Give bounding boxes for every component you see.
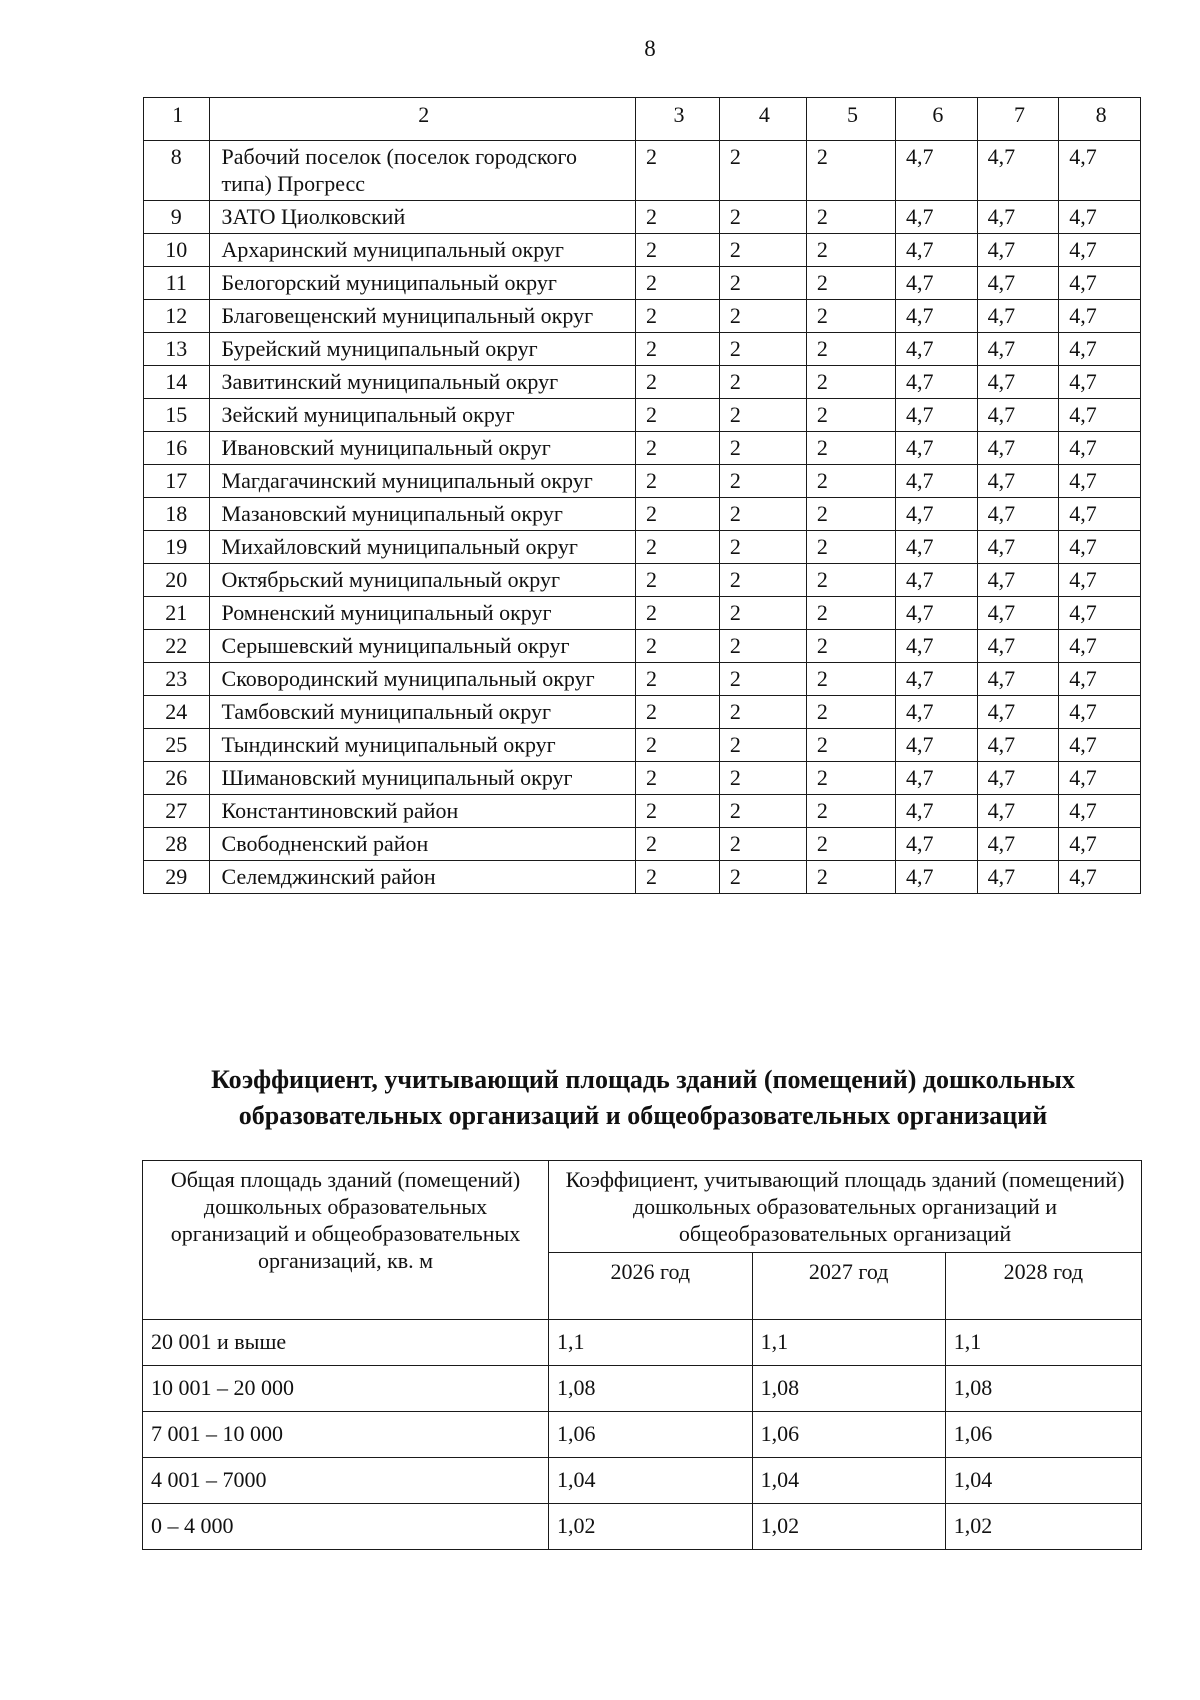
value-cell: 4,7 <box>1059 564 1141 597</box>
value-cell: 2 <box>636 663 720 696</box>
value-cell: 2 <box>719 861 806 894</box>
value-cell: 4,7 <box>896 201 978 234</box>
value-cell: 2 <box>806 564 895 597</box>
value-cell: 2 <box>636 531 720 564</box>
value-cell: 2 <box>719 300 806 333</box>
value-cell: 2 <box>719 465 806 498</box>
value-cell: 4,7 <box>896 828 978 861</box>
value-cell: 2 <box>806 234 895 267</box>
table-row <box>143 1320 1142 1366</box>
municipality-name: Бурейский муниципальный округ <box>209 333 636 366</box>
value-cell: 4,7 <box>977 663 1059 696</box>
value-cell: 4,7 <box>977 795 1059 828</box>
value-cell: 4,7 <box>1059 762 1141 795</box>
area-column-header: Общая площадь зданий (помещений) дошкольных образовательных организаций и общеобразовательных организаций, кв. м <box>143 1161 549 1320</box>
row-number: 12 <box>144 300 210 333</box>
municipality-name: Селемджинский район <box>209 861 636 894</box>
value-cell: 2 <box>806 861 895 894</box>
row-number: 20 <box>144 564 210 597</box>
area-range: 0 – 4 000 <box>143 1504 549 1550</box>
value-cell: 2 <box>806 333 895 366</box>
value-cell: 2 <box>636 795 720 828</box>
value-cell: 4,7 <box>1059 696 1141 729</box>
value-cell: 2 <box>719 696 806 729</box>
municipality-name: Серышевский муниципальный округ <box>209 630 636 663</box>
table-row <box>143 1366 1142 1412</box>
value-cell: 2 <box>719 531 806 564</box>
value-cell: 4,7 <box>977 828 1059 861</box>
value-cell: 4,7 <box>896 762 978 795</box>
header-cell: 1 <box>144 98 210 141</box>
coefficient-value: 1,04 <box>752 1458 945 1504</box>
value-cell: 4,7 <box>1059 141 1141 201</box>
value-cell: 4,7 <box>1059 366 1141 399</box>
value-cell: 2 <box>636 201 720 234</box>
value-cell: 4,7 <box>896 300 978 333</box>
value-cell: 4,7 <box>896 861 978 894</box>
value-cell: 4,7 <box>896 234 978 267</box>
value-cell: 2 <box>806 828 895 861</box>
row-number: 14 <box>144 366 210 399</box>
row-number: 16 <box>144 432 210 465</box>
value-cell: 2 <box>806 729 895 762</box>
area-range: 4 001 – 7000 <box>143 1458 549 1504</box>
municipality-name: Ивановский муниципальный округ <box>209 432 636 465</box>
value-cell: 4,7 <box>896 696 978 729</box>
coefficient-value: 1,02 <box>549 1504 753 1550</box>
value-cell: 2 <box>719 597 806 630</box>
value-cell: 4,7 <box>896 729 978 762</box>
municipality-name: Константиновский район <box>209 795 636 828</box>
value-cell: 2 <box>806 630 895 663</box>
value-cell: 2 <box>636 141 720 201</box>
coefficient-value: 1,04 <box>549 1458 753 1504</box>
value-cell: 4,7 <box>977 141 1059 201</box>
value-cell: 2 <box>719 828 806 861</box>
value-cell: 2 <box>636 696 720 729</box>
header-cell: 8 <box>1059 98 1141 141</box>
value-cell: 2 <box>806 465 895 498</box>
value-cell: 2 <box>636 399 720 432</box>
table-row <box>143 1458 1142 1504</box>
coefficient-value: 1,06 <box>549 1412 753 1458</box>
area-range: 10 001 – 20 000 <box>143 1366 549 1412</box>
municipalities-table <box>143 97 1141 894</box>
value-cell: 4,7 <box>1059 861 1141 894</box>
value-cell: 4,7 <box>896 564 978 597</box>
row-number: 13 <box>144 333 210 366</box>
value-cell: 2 <box>636 465 720 498</box>
coefficient-value: 1,04 <box>945 1458 1141 1504</box>
table-row <box>144 399 1141 432</box>
table-row <box>144 828 1141 861</box>
coefficient-value: 1,06 <box>945 1412 1141 1458</box>
row-number: 27 <box>144 795 210 828</box>
value-cell: 4,7 <box>1059 465 1141 498</box>
municipality-name: Октябрьский муниципальный округ <box>209 564 636 597</box>
header-cell: 7 <box>977 98 1059 141</box>
coefficient-value: 1,08 <box>945 1366 1141 1412</box>
municipality-name: Шимановский муниципальный округ <box>209 762 636 795</box>
value-cell: 4,7 <box>896 795 978 828</box>
municipality-name: Завитинский муниципальный округ <box>209 366 636 399</box>
value-cell: 2 <box>719 399 806 432</box>
municipality-name: Мазановский муниципальный округ <box>209 498 636 531</box>
table-row <box>144 432 1141 465</box>
value-cell: 2 <box>806 366 895 399</box>
year-header: 2027 год <box>752 1253 945 1320</box>
value-cell: 4,7 <box>977 531 1059 564</box>
value-cell: 4,7 <box>1059 531 1141 564</box>
row-number: 19 <box>144 531 210 564</box>
value-cell: 2 <box>636 828 720 861</box>
value-cell: 4,7 <box>1059 663 1141 696</box>
municipality-name: Тындинский муниципальный округ <box>209 729 636 762</box>
value-cell: 4,7 <box>896 366 978 399</box>
value-cell: 2 <box>719 630 806 663</box>
table-row <box>144 564 1141 597</box>
table-row <box>144 795 1141 828</box>
table-row <box>143 1412 1142 1458</box>
value-cell: 4,7 <box>977 267 1059 300</box>
page-number: 8 <box>644 36 656 61</box>
value-cell: 4,7 <box>1059 333 1141 366</box>
value-cell: 2 <box>806 762 895 795</box>
row-number: 18 <box>144 498 210 531</box>
row-number: 23 <box>144 663 210 696</box>
value-cell: 2 <box>636 432 720 465</box>
value-cell: 4,7 <box>977 399 1059 432</box>
table-row <box>144 465 1141 498</box>
row-number: 9 <box>144 201 210 234</box>
municipality-name: Магдагачинский муниципальный округ <box>209 465 636 498</box>
value-cell: 2 <box>806 531 895 564</box>
value-cell: 2 <box>636 564 720 597</box>
header-cell: 3 <box>636 98 720 141</box>
row-number: 28 <box>144 828 210 861</box>
value-cell: 2 <box>719 141 806 201</box>
value-cell: 4,7 <box>977 300 1059 333</box>
table-row <box>144 141 1141 201</box>
section-heading: Коэффициент, учитывающий площадь зданий (помещений) дошкольных образовательных организаций и общеобразовательных организаций <box>211 1065 1075 1130</box>
table-row <box>144 234 1141 267</box>
table-row <box>144 861 1141 894</box>
value-cell: 2 <box>636 762 720 795</box>
row-number: 22 <box>144 630 210 663</box>
value-cell: 2 <box>636 267 720 300</box>
value-cell: 2 <box>636 630 720 663</box>
value-cell: 4,7 <box>896 399 978 432</box>
value-cell: 4,7 <box>1059 234 1141 267</box>
year-header: 2028 год <box>945 1253 1141 1320</box>
municipality-name: Сковородинский муниципальный округ <box>209 663 636 696</box>
table-row <box>144 630 1141 663</box>
value-cell: 4,7 <box>1059 630 1141 663</box>
municipality-name: Архаринский муниципальный округ <box>209 234 636 267</box>
value-cell: 4,7 <box>896 597 978 630</box>
table-row <box>144 267 1141 300</box>
coefficient-value: 1,06 <box>752 1412 945 1458</box>
area-coefficient-table <box>142 1160 1142 1550</box>
year-header: 2026 год <box>549 1253 753 1320</box>
coefficient-value: 1,02 <box>945 1504 1141 1550</box>
coefficient-value: 1,1 <box>752 1320 945 1366</box>
row-number: 10 <box>144 234 210 267</box>
value-cell: 4,7 <box>1059 795 1141 828</box>
municipality-name: Благовещенский муниципальный округ <box>209 300 636 333</box>
row-number: 15 <box>144 399 210 432</box>
value-cell: 2 <box>636 498 720 531</box>
table-header-row <box>144 98 1141 141</box>
value-cell: 4,7 <box>977 762 1059 795</box>
value-cell: 4,7 <box>1059 267 1141 300</box>
header-cell: 2 <box>209 98 636 141</box>
coefficient-value: 1,08 <box>752 1366 945 1412</box>
value-cell: 4,7 <box>977 729 1059 762</box>
value-cell: 2 <box>719 498 806 531</box>
coefficient-value: 1,1 <box>549 1320 753 1366</box>
row-number: 24 <box>144 696 210 729</box>
header-cell: 6 <box>896 98 978 141</box>
value-cell: 4,7 <box>896 141 978 201</box>
municipality-name: ЗАТО Циолковский <box>209 201 636 234</box>
value-cell: 2 <box>636 861 720 894</box>
coefficient-value: 1,02 <box>752 1504 945 1550</box>
value-cell: 2 <box>806 300 895 333</box>
table-header-row <box>143 1161 1142 1253</box>
value-cell: 4,7 <box>1059 300 1141 333</box>
header-cell: 4 <box>719 98 806 141</box>
value-cell: 4,7 <box>1059 399 1141 432</box>
value-cell: 4,7 <box>977 564 1059 597</box>
value-cell: 2 <box>719 564 806 597</box>
value-cell: 4,7 <box>977 630 1059 663</box>
row-number: 17 <box>144 465 210 498</box>
municipality-name: Белогорский муниципальный округ <box>209 267 636 300</box>
value-cell: 2 <box>806 141 895 201</box>
table-row <box>144 696 1141 729</box>
value-cell: 4,7 <box>896 333 978 366</box>
value-cell: 4,7 <box>1059 597 1141 630</box>
coefficient-group-header: Коэффициент, учитывающий площадь зданий (помещений) дошкольных образовательных организаций и общеобразовательных организаций <box>549 1161 1142 1253</box>
value-cell: 2 <box>806 498 895 531</box>
value-cell: 4,7 <box>896 630 978 663</box>
value-cell: 2 <box>636 333 720 366</box>
value-cell: 2 <box>806 399 895 432</box>
value-cell: 2 <box>806 663 895 696</box>
value-cell: 4,7 <box>977 465 1059 498</box>
value-cell: 4,7 <box>977 597 1059 630</box>
value-cell: 4,7 <box>977 432 1059 465</box>
municipality-name: Рабочий поселок (поселок городского типа) Прогресс <box>209 141 636 201</box>
municipality-name: Ромненский муниципальный округ <box>209 597 636 630</box>
row-number: 21 <box>144 597 210 630</box>
area-range: 20 001 и выше <box>143 1320 549 1366</box>
table-row <box>144 597 1141 630</box>
value-cell: 4,7 <box>896 432 978 465</box>
value-cell: 2 <box>719 201 806 234</box>
value-cell: 2 <box>806 201 895 234</box>
coefficient-value: 1,08 <box>549 1366 753 1412</box>
value-cell: 4,7 <box>1059 729 1141 762</box>
value-cell: 2 <box>719 432 806 465</box>
value-cell: 2 <box>636 597 720 630</box>
value-cell: 2 <box>719 234 806 267</box>
row-number: 8 <box>144 141 210 201</box>
table-row <box>144 729 1141 762</box>
coefficient-value: 1,1 <box>945 1320 1141 1366</box>
value-cell: 4,7 <box>896 267 978 300</box>
value-cell: 4,7 <box>896 498 978 531</box>
value-cell: 4,7 <box>896 465 978 498</box>
value-cell: 2 <box>806 696 895 729</box>
table-row <box>144 663 1141 696</box>
value-cell: 2 <box>719 729 806 762</box>
value-cell: 2 <box>719 267 806 300</box>
table-row <box>144 201 1141 234</box>
table-row <box>144 333 1141 366</box>
municipality-name: Зейский муниципальный округ <box>209 399 636 432</box>
value-cell: 4,7 <box>977 861 1059 894</box>
value-cell: 4,7 <box>896 663 978 696</box>
value-cell: 2 <box>636 729 720 762</box>
row-number: 11 <box>144 267 210 300</box>
value-cell: 2 <box>719 333 806 366</box>
area-range: 7 001 – 10 000 <box>143 1412 549 1458</box>
value-cell: 4,7 <box>1059 828 1141 861</box>
value-cell: 4,7 <box>977 696 1059 729</box>
table-row <box>143 1504 1142 1550</box>
value-cell: 4,7 <box>977 333 1059 366</box>
header-cell: 5 <box>806 98 895 141</box>
value-cell: 2 <box>806 795 895 828</box>
table-row <box>144 366 1141 399</box>
value-cell: 4,7 <box>1059 498 1141 531</box>
row-number: 25 <box>144 729 210 762</box>
row-number: 26 <box>144 762 210 795</box>
value-cell: 4,7 <box>1059 432 1141 465</box>
value-cell: 2 <box>636 366 720 399</box>
table-row <box>144 531 1141 564</box>
value-cell: 2 <box>719 366 806 399</box>
value-cell: 2 <box>806 597 895 630</box>
row-number: 29 <box>144 861 210 894</box>
table-row <box>144 300 1141 333</box>
value-cell: 4,7 <box>896 531 978 564</box>
value-cell: 2 <box>636 234 720 267</box>
value-cell: 2 <box>636 300 720 333</box>
value-cell: 4,7 <box>1059 201 1141 234</box>
value-cell: 4,7 <box>977 234 1059 267</box>
municipality-name: Свободненский район <box>209 828 636 861</box>
municipality-name: Тамбовский муниципальный округ <box>209 696 636 729</box>
municipality-name: Михайловский муниципальный округ <box>209 531 636 564</box>
value-cell: 4,7 <box>977 498 1059 531</box>
value-cell: 4,7 <box>977 366 1059 399</box>
table-row <box>144 498 1141 531</box>
value-cell: 2 <box>719 663 806 696</box>
table-row <box>144 762 1141 795</box>
value-cell: 2 <box>719 762 806 795</box>
value-cell: 2 <box>806 432 895 465</box>
value-cell: 2 <box>806 267 895 300</box>
value-cell: 2 <box>719 795 806 828</box>
value-cell: 4,7 <box>977 201 1059 234</box>
